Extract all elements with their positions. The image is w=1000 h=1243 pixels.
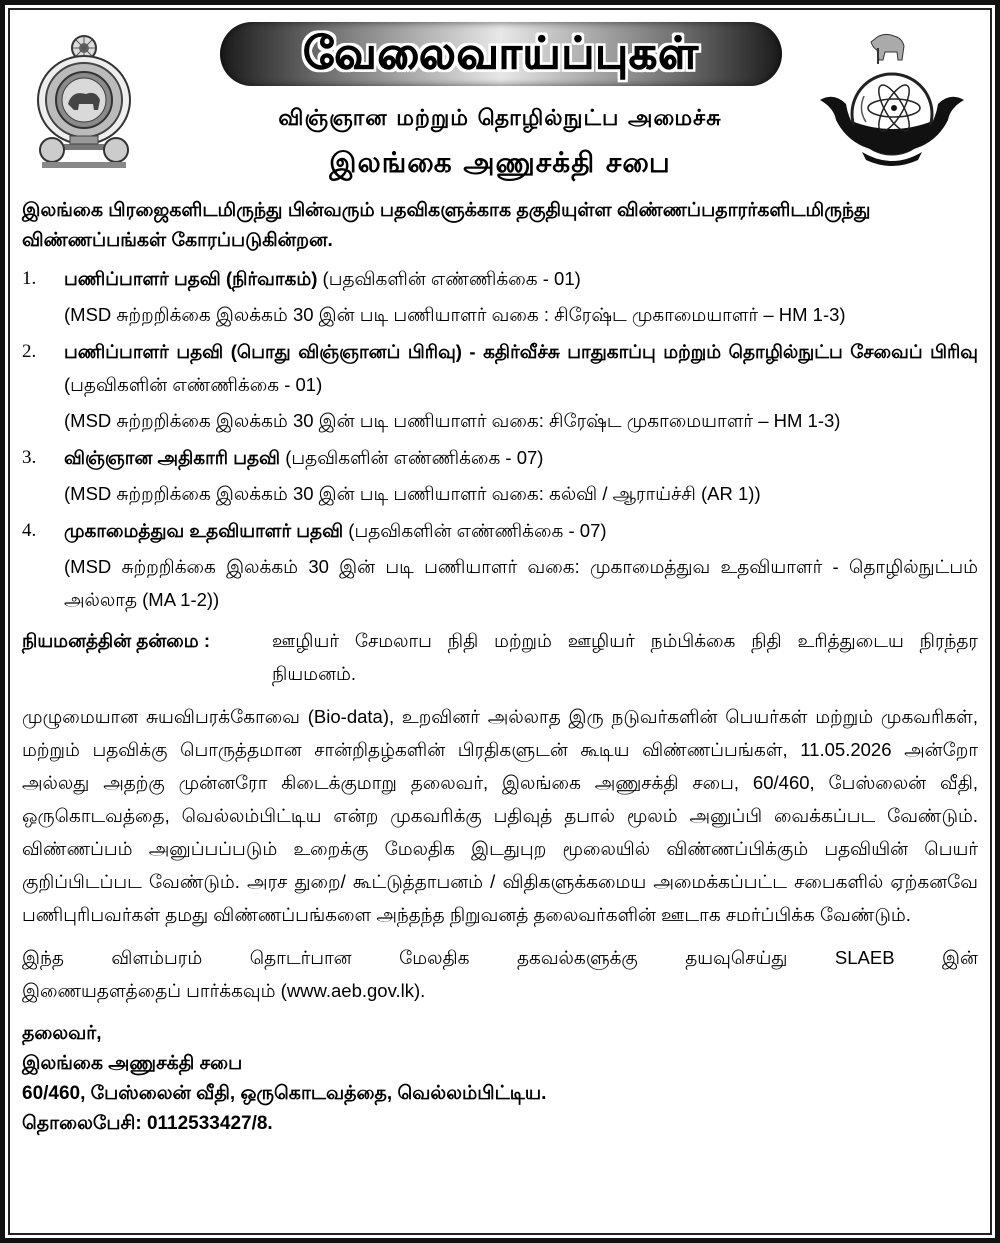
title-banner bbox=[220, 22, 782, 86]
position-number: 3. bbox=[22, 447, 37, 468]
ministry-name: விஞ்ஞான மற்றும் தொழில்நுட்ப அமைச்சு bbox=[278, 106, 722, 131]
position-item-1 bbox=[22, 262, 978, 331]
info-paragraph bbox=[22, 941, 978, 1007]
signatory-phone: தொலைபேசி: 0112533427/8. bbox=[22, 1113, 273, 1134]
page-title: வேலைவாய்ப்புகள் bbox=[303, 28, 699, 79]
advert-body bbox=[22, 196, 978, 1139]
position-count: (பதவிகளின் எண்ணிக்கை - 07) bbox=[285, 447, 544, 468]
position-title: விஞ்ஞான அதிகாரி பதவி bbox=[64, 447, 281, 468]
atomic-energy-board-logo-icon bbox=[812, 30, 972, 170]
position-title: பணிப்பாளர் பதவி (நிர்வாகம்) bbox=[64, 268, 318, 289]
position-number: 4. bbox=[22, 520, 37, 541]
application-instructions: முழுமையான சுயவிபரக்கோவை (Bio-data), உறவினர் அல்லாத இரு நடுவர்களின் பெயர்கள் மற்றும் முகவரிகள், மற்றும் பதவிக்கு பொருத்தமான சான்றிதழ்களின் பிரதிகளுடன் கூடிய விண்ணப்பங்கள், 11.05.2026 அன்றோ அல்லது அதற்கு முன்னரோ கிடைக்குமாறு தலைவர், இலங்கை அணுசக்தி சபை, 60/460, பேஸ்லைன் வீதி, ஒருகொடவத்தை, வெல்லம்பிட்டிய என்ற முகவரிக்கு பதிவுத் தபால் மூலம் அனுப்பி வைக்கப்பட வேண்டும். விண்ணப்பம் அனுப்பப்படும் உறைக்கு மேலதிக இடதுபுற மூலையில் விண்ணப்பிக்கும் பதவியின் பெயர் குறிப்பிடப்பட வேண்டும். அரச துறை/ கூட்டுத்தாபனம் / விதிகளுக்கமைய அமைக்கப்பட்ட சபைகளில் ஏற்கனவே பணிபுரிபவர்கள் தமது விண்ணப்பங்களை அந்தந்த நிறுவனத் தலைவர்களின் ஊடாக சமர்ப்பிக்க வேண்டும். bbox=[22, 706, 978, 925]
signatory-title: தலைவர், bbox=[22, 1023, 102, 1044]
info-line-2-website-link[interactable]: இணையதளத்தைப் பார்க்கவும் (www.aeb.gov.lk). bbox=[22, 980, 426, 1001]
position-detail: (MSD சுற்றறிக்கை இலக்கம் 30 இன் படி பணியாளர் வகை: முகாமைத்துவ உதவியாளர் - தொழில்நுட்பம் அல்லாத (MA 1-2)) bbox=[64, 556, 978, 610]
info-line-1: இந்த விளம்பரம் தொடர்பான மேலதிக தகவல்களுக்கு தயவுசெய்து SLAEB இன் bbox=[22, 947, 978, 968]
position-count: (பதவிகளின் எண்ணிக்கை - 07) bbox=[348, 520, 607, 541]
position-title: பணிப்பாளர் பதவி (பொது விஞ்ஞானப் பிரிவு) - கதிர்வீச்சு பாதுகாப்பு மற்றும் தொழில்நுட்ப சேவைப் பிரிவு bbox=[64, 341, 978, 362]
position-detail: (MSD சுற்றறிக்கை இலக்கம் 30 இன் படி பணியாளர் வகை : சிரேஷ்ட முகாமையாளர் – HM 1-3) bbox=[64, 304, 846, 325]
position-count: (பதவிகளின் எண்ணிக்கை - 01) bbox=[64, 374, 323, 395]
signatory-organization: இலங்கை அணுசக்தி சபை bbox=[22, 1053, 243, 1074]
signatory-address: 60/460, பேஸ்லைன் வீதி, ஒருகொடவத்தை, வெல்லம்பிட்டிய. bbox=[22, 1083, 547, 1104]
position-item-2 bbox=[22, 335, 978, 437]
position-number: 2. bbox=[22, 341, 37, 362]
position-title: முகாமைத்துவ உதவியாளர் பதவி bbox=[64, 520, 344, 541]
position-detail: (MSD சுற்றறிக்கை இலக்கம் 30 இன் படி பணியாளர் வகை: கல்வி / ஆராய்ச்சி (AR 1)) bbox=[64, 483, 761, 504]
appointment-nature bbox=[22, 624, 978, 690]
intro-text: இலங்கை பிரஜைகளிடமிருந்து பின்வரும் பதவிகளுக்காக தகுதியுள்ள விண்ணப்பதாரர்களிடமிருந்து விண்ணப்பங்கள் கோரப்படுகின்றன. bbox=[22, 200, 871, 251]
position-count: (பதவிகளின் எண்ணிக்கை - 01) bbox=[322, 268, 581, 289]
appointment-nature-text: ஊழியர் சேமலாப நிதி மற்றும் ஊழியர் நம்பிக்கை நிதி உரித்துடைய நிரந்தர நியமனம். bbox=[272, 630, 978, 684]
position-item-3 bbox=[22, 441, 978, 510]
position-detail: (MSD சுற்றறிக்கை இலக்கம் 30 இன் படி பணியாளர் வகை: சிரேஷ்ட முகாமையாளர் – HM 1-3) bbox=[64, 410, 841, 431]
board-name: இலங்கை அணுசக்தி சபை bbox=[329, 146, 671, 179]
advert-header bbox=[0, 0, 1000, 190]
position-item-4 bbox=[22, 514, 978, 616]
position-number: 1. bbox=[22, 268, 37, 289]
appointment-nature-label: நியமனத்தின் தன்மை : bbox=[22, 630, 210, 651]
signature-block bbox=[22, 1019, 978, 1139]
